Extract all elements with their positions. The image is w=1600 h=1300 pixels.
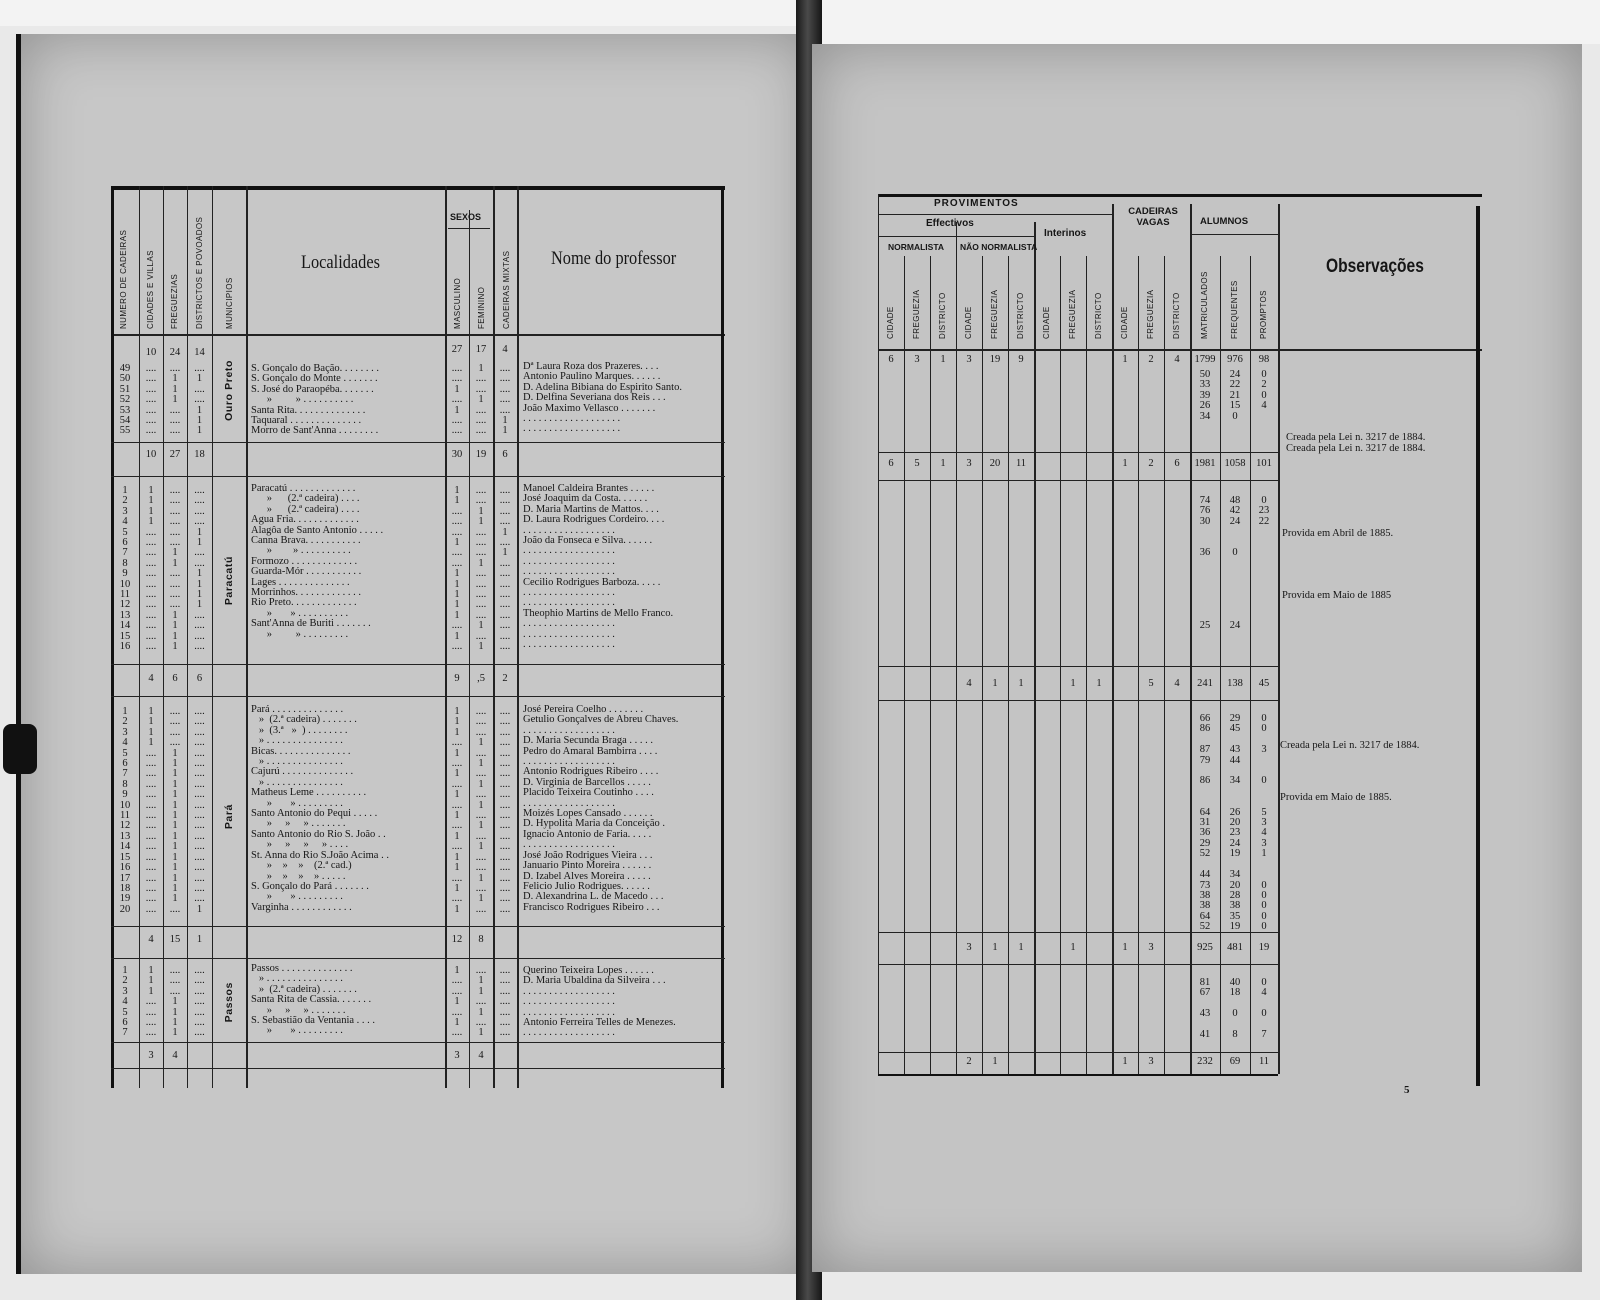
header-freguezias: FREGUEZIAS	[170, 273, 179, 329]
g1-frequentes: 24 22 21 15 0	[1229, 369, 1241, 422]
g4-nums: 1 2 3 4 5 6 7	[122, 965, 128, 1039]
g3-mix: .... .... .... .... .... .... .... .... .... .... .... .... .... .... .... .... .... .... .... ....	[499, 706, 511, 915]
g1-observacao-2: Creada pela Lei n. 3217 de 1884.	[1286, 443, 1426, 454]
row-cell: 1	[1122, 458, 1128, 469]
g4-municipio: Passos	[223, 982, 235, 1023]
row-cell: 2	[966, 1056, 972, 1067]
row-cell: 19	[1258, 942, 1270, 953]
row-cell: 1	[1122, 1056, 1128, 1067]
right-table	[878, 194, 1482, 1086]
row-cell: 20	[989, 458, 1001, 469]
g1-top-fem: 17	[475, 344, 487, 355]
g4-fem: .... 1 1 .... 1 .... 1	[475, 965, 487, 1039]
g1-top-cid: 10	[145, 347, 157, 358]
g4-tot-masc: 3	[454, 1050, 460, 1061]
g1-top-row	[878, 354, 1278, 368]
g3-observacao-1: Creada pela Lei n. 3217 de 1884.	[1280, 740, 1420, 751]
g4-cid: 1 1 1 .... .... .... ....	[145, 965, 157, 1039]
row-cell: 101	[1256, 458, 1272, 469]
g1-tot-freg: 27	[169, 449, 181, 460]
g1-freg: .... 1 1 1 .... .... ....	[169, 363, 181, 437]
right-page	[812, 44, 1582, 1272]
header-districto-2: DISTRICTO	[1016, 292, 1025, 339]
g4-freg: .... .... .... 1 1 1 1	[169, 965, 181, 1039]
row-cell: 45	[1258, 678, 1270, 689]
header-nao-normalista: NÃO NORMALISTA	[960, 242, 1038, 252]
g2-freg: .... .... .... .... .... .... 1 1 .... .... .... .... 1 1 1 1	[169, 485, 181, 653]
g4-mix: .... .... .... .... .... .... ....	[499, 965, 511, 1039]
header-feminino: FEMININO	[477, 286, 486, 329]
row-cell: 976	[1227, 354, 1243, 365]
row-cell: 1	[1070, 942, 1076, 953]
row-cell: 1	[1122, 354, 1128, 365]
g4-professores: Querino Teixeira Lopes . . . . . . D. Maria Ubaldina da Silveira . . . . . . . . . . . . . . . . . . . . . . . . . . . . . . . . . . . . . . . . . . . . . . . . . . . . . . . . . Antonio Ferreira Telles de Menezes. . . . . . . . . . . . . . . . . . .	[523, 965, 676, 1039]
top-margin-left	[0, 0, 796, 26]
binding-clip	[3, 724, 37, 774]
g1-tot-masc: 30	[451, 449, 463, 460]
row-cell: 1	[940, 354, 946, 365]
g2-matriculados: 74 76 30 36 25	[1199, 495, 1211, 631]
top-margin-right	[822, 0, 1600, 44]
g1-tot-row	[878, 458, 1278, 472]
row-cell: 6	[888, 354, 894, 365]
header-promptos: PROMPTOS	[1259, 290, 1268, 339]
g3-dist: .... .... .... .... .... .... .... .... .... .... .... .... .... .... .... .... .... .... .... 1	[194, 706, 205, 915]
g3-fem: .... .... .... 1 .... 1 .... 1 .... 1 .... 1 .... 1 .... .... 1 .... 1 ....	[475, 706, 487, 915]
g2-tot-fem: ,5	[477, 673, 485, 684]
row-cell: 5	[914, 458, 920, 469]
row-cell: 1	[940, 458, 946, 469]
header-localidades: Localidades	[301, 252, 380, 273]
g2-tot-freg: 6	[172, 673, 178, 684]
row-cell: 1	[992, 1056, 998, 1067]
g1-masc: .... .... 1 .... 1 .... ....	[451, 363, 463, 437]
header-nome: Nome do professor	[551, 248, 677, 269]
g4-tot-row	[878, 1056, 1278, 1070]
row-cell: 232	[1197, 1056, 1213, 1067]
g1-cid: .... .... .... .... .... .... ....	[145, 363, 157, 437]
g1-matriculados: 50 33 39 26 34	[1199, 369, 1211, 422]
g2-mix: .... .... .... .... 1 .... 1 .... .... .... .... .... .... .... .... ....	[499, 485, 511, 653]
header-districto-1: DISTRICTO	[938, 292, 947, 339]
row-cell: 6	[1174, 458, 1180, 469]
row-cell: 6	[888, 458, 894, 469]
g1-fem: 1 .... .... 1 .... .... ....	[475, 363, 487, 437]
header-freguezia-3: FREGUEZIA	[1068, 289, 1077, 339]
row-cell: 69	[1229, 1056, 1241, 1067]
header-interinos: Interinos	[1044, 228, 1087, 239]
header-numero: NUMERO DE CADEIRAS	[119, 229, 128, 329]
g4-localidades: Passos . . . . . . . . . . . . . . » . . . . . . . . . . . . . . . » (2.ª cadeira) . . . . . . . Santa Rita de Cassia. . . . . . . » » » . . . . . . . S. Sebastião da Ventania . . . . » » . . . . . . . . .	[251, 963, 376, 1037]
row-cell: 3	[1148, 942, 1154, 953]
g2-dist: .... .... .... .... 1 1 .... .... 1 1 1 1 .... .... .... ....	[194, 485, 205, 653]
g3-nums: 1 2 3 4 5 6 7 8 9 10 11 12 13 14 15 16 17 18 19 20	[119, 706, 131, 915]
g3-municipio: Pará	[223, 804, 235, 830]
g2-cid: 1 1 1 1 .... .... .... .... .... .... .... .... .... .... .... ....	[145, 485, 157, 653]
row-cell: 1	[1122, 942, 1128, 953]
header-freguezia-4: FREGUEZIA	[1146, 289, 1155, 339]
row-cell: 4	[966, 678, 972, 689]
g4-tot-freg: 4	[172, 1050, 178, 1061]
g2-observacao-2: Provida em Maio de 1885	[1282, 590, 1392, 601]
header-cidade-3: CIDADE	[1042, 306, 1051, 339]
header-freguezia-1: FREGUEZIA	[912, 289, 921, 339]
header-effectivos: Effectivos	[926, 218, 974, 229]
header-cadeiras-vagas: CADEIRAS VAGAS	[1128, 206, 1178, 228]
header-cidade-1: CIDADE	[886, 306, 895, 339]
header-cidade-2: CIDADE	[964, 306, 973, 339]
g3-observacao-2: Provida em Maio de 1885.	[1280, 792, 1392, 803]
g1-tot-dist: 18	[194, 449, 205, 460]
left-table	[111, 186, 725, 1088]
header-cidade-4: CIDADE	[1120, 306, 1129, 339]
g3-tot-fem: 8	[478, 934, 484, 945]
header-districtos: DISTRICTOS E POVOADOS	[195, 216, 204, 329]
row-cell: 1	[1018, 942, 1024, 953]
g1-top-masc: 27	[451, 344, 463, 355]
row-cell: 11	[1015, 458, 1027, 469]
row-cell: 19	[989, 354, 1001, 365]
row-cell: 1	[992, 678, 998, 689]
g2-nums: 1 2 3 4 5 6 7 8 9 10 11 12 13 14 15 16	[119, 485, 131, 653]
header-provimentos: PROVIMENTOS	[934, 198, 1019, 209]
g1-top-freg: 24	[169, 347, 181, 358]
row-cell: 11	[1258, 1056, 1270, 1067]
g1-mix: .... .... .... .... .... 1 1	[499, 363, 511, 437]
g3-localidades: Pará . . . . . . . . . . . . . . » (2.ª cadeira) . . . . . . . » (3.ª » ) . . . . . . . . » . . . . . . . . . . . . . . . Bicas. . . . . . . . . . . . . . . » . . . . . . . . . . . . . . . Cajurú . . . . . . . . . . . . . . » . . . . . . . . . . . . . . . Matheus Leme . . . . . . . . . . » » . . . . . . . . . Santo Antonio do Pequi . . . . . » » » . . . . . . . Santo Antonio do Rio S. João . . » » » » . . . . St. Anna do Rio S.João Acima . . » » » (2.ª cad.) » » » » . . . . . S. Gonçalo do Pará . . . . . . . » » . . . . . . . . . Varginha . . . . . . . . . . . .	[251, 704, 389, 913]
g1-tot-mix: 6	[502, 449, 508, 460]
row-cell: 2	[1148, 458, 1154, 469]
row-cell: 1981	[1194, 458, 1216, 469]
row-cell: 2	[1148, 354, 1154, 365]
header-districto-3: DISTRICTO	[1094, 292, 1103, 339]
header-mixtas: CADEIRAS MIXTAS	[502, 250, 511, 329]
row-cell: 4	[1174, 678, 1180, 689]
g3-matriculados: 66 86 87 79 86 64 31 36 29 52 44 73 38 38 64 52	[1199, 713, 1211, 933]
g1-municipio: Ouro Preto	[223, 360, 235, 421]
g3-professores: José Pereira Coelho . . . . . . . Getulio Gonçalves de Abreu Chaves. . . . . . . . . . . . . . . . . . . D. Maria Secunda Braga . . . . . Pedro do Amaral Bambirra . . . . . . . . . . . . . . . . . . . . . . Antonio Rodrigues Ribeiro . . . . D. Virginia de Barcellos . . . . . Placido Teixeira Coutinho . . . . . . . . . . . . . . . . . . . . . . Moizés Lopes Cansado . . . . . . D. Hypolita Maria da Conceição . Ignacio Antonio de Faria. . . . . . . . . . . . . . . . . . . . . . . José João Rodrigues Vieira . . . Januario Pinto Moreira . . . . . . D. Izabel Alves Moreira . . . . . Felicio Julio Rodrigues. . . . . . D. Alexandrina L. de Macedo . . . Francisco Rodrigues Ribeiro . . .	[523, 704, 679, 913]
g4-dist: .... .... .... .... .... .... ....	[194, 965, 205, 1039]
row-cell: 3	[1148, 1056, 1154, 1067]
g3-masc: 1 1 1 .... 1 .... 1 .... 1 .... 1 .... 1 .... 1 1 .... 1 .... 1	[451, 706, 463, 915]
g1-tot-fem: 19	[475, 449, 487, 460]
header-freguezia-2: FREGUEZIA	[990, 289, 999, 339]
row-cell: 1058	[1224, 458, 1246, 469]
row-cell: 3	[966, 354, 972, 365]
g1-dist: .... 1 .... .... 1 1 1	[194, 363, 205, 437]
g3-tot-cid: 4	[148, 934, 154, 945]
row-cell: 1	[1096, 678, 1102, 689]
g3-tot-freg: 15	[169, 934, 181, 945]
g2-masc: 1 1 .... .... .... 1 .... .... 1 1 1 1 1 .... 1 ....	[451, 485, 463, 653]
header-normalista: NORMALISTA	[888, 242, 945, 252]
g2-tot-mix: 2	[502, 673, 508, 684]
g2-tot-row	[878, 678, 1278, 692]
header-observacoes: Observações	[1326, 256, 1424, 277]
g3-cid: 1 1 1 1 .... .... .... .... .... .... .... .... .... .... .... .... .... .... .... ....	[145, 706, 157, 915]
g2-localidades: Paracatú . . . . . . . . . . . . . » (2.ª cadeira) . . . . » (2.ª cadeira) . . . . Agua Fria. . . . . . . . . . . . . Alagôa de Santo Antonio . . . . . Canna Brava. . . . . . . . . . . » » . . . . . . . . . . Formozo . . . . . . . . . . . . . Guarda-Mór . . . . . . . . . . . Lages . . . . . . . . . . . . . . Morrinhos. . . . . . . . . . . . . Rio Preto. . . . . . . . . . . . . » » . . . . . . . . . . Sant'Anna de Buriti . . . . . . . » » . . . . . . . . .	[251, 483, 384, 640]
g4-matriculados: 81 67 43 41	[1199, 977, 1211, 1041]
g2-promptos: 0 23 22	[1258, 495, 1270, 527]
g2-frequentes: 48 42 24 0 24	[1229, 495, 1241, 631]
row-cell: 138	[1227, 678, 1243, 689]
left-page	[16, 34, 811, 1274]
g3-tot-masc: 12	[451, 934, 463, 945]
row-cell: 3	[966, 458, 972, 469]
page-number: 5	[1404, 1084, 1410, 1096]
g3-tot-dist: 1	[196, 934, 203, 945]
row-cell: 241	[1197, 678, 1213, 689]
row-cell: 98	[1258, 354, 1270, 365]
g2-tot-masc: 9	[454, 673, 460, 684]
row-cell: 1	[992, 942, 998, 953]
row-cell: 481	[1227, 942, 1243, 953]
row-cell: 1	[1070, 678, 1076, 689]
g4-promptos: 0 4 0 7	[1261, 977, 1267, 1041]
g1-top-dist: 14	[194, 347, 205, 358]
header-frequentes: FREQUENTES	[1230, 280, 1239, 339]
g1-tot-cid: 10	[145, 449, 157, 460]
row-cell: 3	[966, 942, 972, 953]
g4-tot-fem: 4	[478, 1050, 484, 1061]
row-cell: 5	[1148, 678, 1154, 689]
g2-professores: Manoel Caldeira Brantes . . . . . José Joaquim da Costa. . . . . . D. Maria Martins de Mattos. . . . D. Laura Rodrigues Cordeiro. . . . . . . . . . . . . . . . . . . . . . João da Fonseca e Silva. . . . . . . . . . . . . . . . . . . . . . . . . . . . . . . . . . . . . . . . . . . . . . . . . . . . . . . . . . . . Cecilio Rodrigues Barboza. . . . . . . . . . . . . . . . . . . . . . . . . . . . . . . . . . . . . . . . . Theophio Martins de Mello Franco. . . . . . . . . . . . . . . . . . . . . . . . . . . . . . . . . . . . . . . . . . . . . . . . . . . . . . .	[523, 483, 674, 651]
g2-tot-dist: 6	[196, 673, 203, 684]
g3-tot-row	[878, 942, 1278, 956]
header-municipios: MUNICIPIOS	[225, 277, 234, 329]
g2-observacao-1: Provida em Abril de 1885.	[1282, 528, 1394, 539]
g2-municipio: Paracatú	[223, 556, 235, 606]
g3-promptos: 0 0 3 0 5 3 4 3 1 0 0 0 0 0	[1261, 713, 1267, 933]
g2-fem: .... .... 1 1 .... .... .... 1 .... .... .... .... .... 1 .... 1	[475, 485, 487, 653]
row-cell: 1799	[1194, 354, 1216, 365]
g1-top-mix: 4	[502, 344, 508, 355]
header-districto-4: DISTRICTO	[1172, 292, 1181, 339]
g4-masc: 1 .... .... 1 .... 1 ....	[451, 965, 463, 1039]
row-cell: 9	[1018, 354, 1024, 365]
header-alumnos: ALUMNOS	[1200, 216, 1249, 227]
g1-promptos: 0 2 0 4	[1261, 369, 1267, 412]
g2-tot-cid: 4	[148, 673, 154, 684]
g1-professores: Dª Laura Roza dos Prazeres. . . . Antonio Paulino Marques. . . . . . D. Adelina Bibiana do Espirito Santo. D. Delfina Severiana dos Reis . . . João Maximo Vellasco . . . . . . . . . . . . . . . . . . . . . . . . . . . . . . . . . . . . . . . . . . . . .	[523, 361, 682, 435]
row-cell: 925	[1197, 942, 1213, 953]
g4-frequentes: 40 18 0 8	[1229, 977, 1241, 1041]
header-matriculados: MATRICULADOS	[1200, 271, 1209, 339]
header-cidades: CIDADES E VILLAS	[146, 250, 155, 329]
header-sexos: SEXOS	[450, 212, 482, 222]
g1-localidades: S. Gonçalo do Bação. . . . . . . . S. Gonçalo do Monte . . . . . . . S. José do Paraopéba. . . . . . . » » . . . . . . . . . . Santa Rita. . . . . . . . . . . . . . Taquaral . . . . . . . . . . . . . . Morro de Sant'Anna . . . . . . . .	[251, 363, 380, 437]
row-cell: 4	[1174, 354, 1180, 365]
g4-tot-cid: 3	[148, 1050, 154, 1061]
row-cell: 3	[914, 354, 920, 365]
g1-nums: 49 50 51 52 53 54 55	[119, 363, 131, 437]
row-cell: 1	[1018, 678, 1024, 689]
header-masculino: MASCULINO	[453, 277, 462, 329]
g3-freg: .... .... .... .... 1 1 1 1 1 1 1 1 1 1 1 1 1 1 1 ....	[169, 706, 181, 915]
g3-frequentes: 29 45 43 44 34 26 20 23 24 19 34 20 28 38 35 19	[1229, 713, 1241, 933]
g1-observacao-1: Creada pela Lei n. 3217 de 1884.	[1286, 432, 1426, 443]
